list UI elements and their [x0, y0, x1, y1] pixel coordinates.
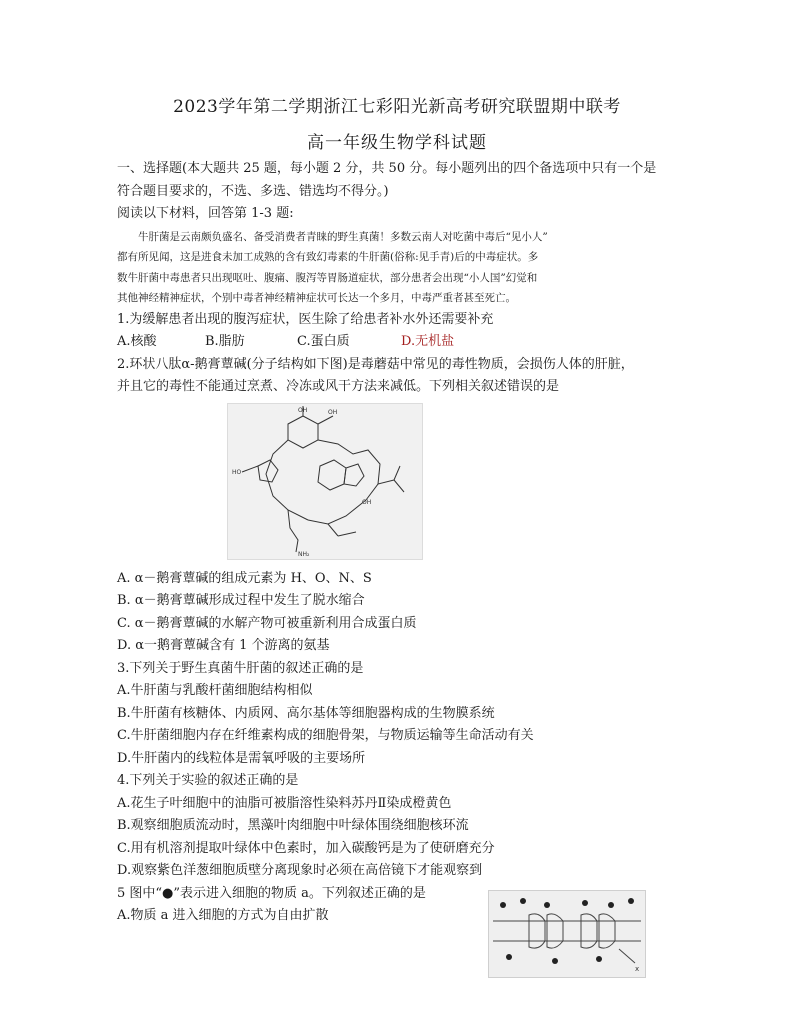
question-4-stem: 4.下列关于实验的叙述正确的是 [117, 773, 299, 788]
question-4-option-d: D.观察紫色洋葱细胞质壁分离现象时必须在高倍镜下才能观察到 [117, 863, 483, 878]
figure-x-label: x [635, 965, 640, 973]
section-heading-line2: 符合题目要求的，不选、多选、错选均不得分。) [117, 183, 389, 199]
section-heading-line1: 一、选择题(本大题共 25 题，每小题 2 分，共 50 分。每小题列出的四个备选项中只有一个是 [117, 161, 657, 176]
question-3-option-b: B.牛肝菌有核糖体、内质网、高尔基体等细胞器构成的生物膜系统 [117, 705, 495, 721]
exam-subtitle: 高一年级生物学科试题 [307, 133, 487, 153]
question-4-option-a: A.花生子叶细胞中的油脂可被脂溶性染料苏丹Ⅱ染成橙黄色 [117, 795, 452, 811]
membrane-transport-figure [488, 890, 646, 978]
question-4-option-c: C.用有机溶剂提取叶绿体中色素时，加入碳酸钙是为了使研磨充分 [117, 840, 495, 856]
question-5-option-a: A.物质 a 进入细胞的方式为自由扩散 [117, 908, 329, 923]
question-3-stem: 3.下列关于野生真菌牛肝菌的叙述正确的是 [117, 660, 364, 676]
svg-text:OH: OH [362, 498, 372, 506]
membrane-diagram-image [489, 891, 645, 977]
question-2-option-c: C. α－鹅膏蕈碱的水解产物可被重新利用合成蛋白质 [117, 615, 417, 631]
question-5-stem: 5 图中“●”表示进入细胞的物质 a。下列叙述正确的是 [117, 885, 426, 901]
question-2-option-a: A. α－鹅膏蕈碱的组成元素为 H、O、N、S [117, 570, 372, 586]
reading-prompt: 阅读以下材料，回答第 1-3 题: [117, 206, 294, 221]
amanitin-structure-figure [227, 403, 423, 560]
question-3-option-a: A.牛肝菌与乳酸杆菌细胞结构相似 [117, 683, 313, 698]
question-3-option-c: C.牛肝菌细胞内存在纤维素构成的细胞骨架，与物质运输等生命活动有关 [117, 728, 534, 743]
exam-body [117, 158, 692, 928]
question-4-option-b: B.观察细胞质流动时，黑藻叶肉细胞中叶绿体围绕细胞核环流 [117, 818, 469, 833]
question-2-stem-line2: 并且它的毒性不能通过烹煮、冷冻或风干方法来减低。下列相关叙述错误的是 [117, 379, 560, 394]
svg-text:OH: OH [298, 406, 308, 414]
question-2-option-d: D. α一鹅膏蕈碱含有 1 个游离的氨基 [117, 638, 330, 653]
question-2-stem-line1: 2.环状八肽α-鹅膏蕈碱(分子结构如下图)是毒蘑菇中常见的毒性物质，会损伤人体的肝脏， [117, 356, 634, 372]
passage-line: 其他神经精神症状，个别中毒者神经精神症状可长达一个多月，中毒严重者甚至死亡。 [117, 292, 516, 304]
passage-line: 都有所见闻，这是进食未加工成熟的含有致幻毒素的牛肝菌(俗称:见手青)后的中毒症状。多 [117, 251, 539, 263]
exam-title: 2023学年第二学期浙江七彩阳光新高考研究联盟期中联考 [173, 97, 621, 117]
question-1-stem: 1.为缓解患者出现的腹泻症状，医生除了给患者补水外还需要补充 [117, 311, 494, 327]
passage-line: 数牛肝菌中毒患者只出现呕吐、腹痛、腹泻等胃肠道症状，部分患者会出现“小人国”幻觉和 [117, 271, 538, 284]
reading-passage [117, 227, 692, 309]
option-b: B.脂肪 [205, 334, 245, 349]
passage-line: 牛肝菌是云南颇负盛名、备受消费者青睐的野生真菌！多数云南人对吃菌中毒后“见小人” [138, 230, 548, 243]
question-3-option-d: D.牛肝菌内的线粒体是需氧呼吸的主要场所 [117, 750, 366, 766]
option-a: A.核酸 [117, 334, 157, 349]
option-c: C.蛋白质 [297, 334, 350, 349]
molecule-structure-image [228, 404, 422, 559]
question-1-options [117, 331, 692, 354]
svg-text:NH₂: NH₂ [298, 550, 310, 558]
question-2-option-b: B. α－鹅膏蕈碱形成过程中发生了脱水缩合 [117, 593, 365, 608]
svg-text:OH: OH [328, 408, 338, 416]
option-d-highlighted: D.无机盐 [401, 334, 455, 349]
svg-text:HO: HO [232, 468, 242, 476]
